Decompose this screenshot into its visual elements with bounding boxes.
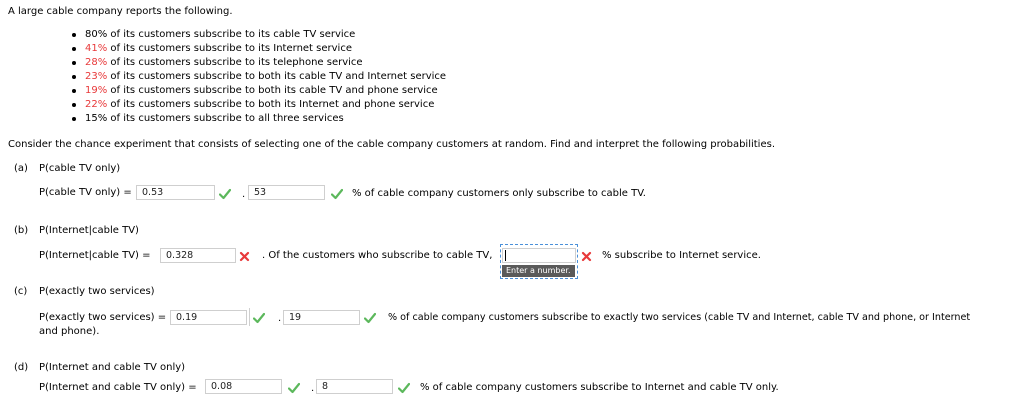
decimal-point: . (311, 383, 315, 394)
list-item (70, 42, 446, 56)
fact-pct: 41% (85, 43, 108, 54)
part-c-interp-suffix: % of cable company customers subscribe to exactly two services (cable TV and Internet, cable TV and phone, or Internet (388, 312, 971, 323)
fact-pct: 15% (85, 113, 108, 124)
bullet-icon (72, 33, 76, 37)
fact-pct: 22% (85, 99, 108, 110)
x-mark-icon (239, 251, 250, 262)
fact-text: of its customers subscribe to its Internet service (107, 43, 352, 54)
validation-tooltip: Enter a number. (502, 265, 575, 277)
part-a-interp-input[interactable]: 53 (248, 185, 325, 200)
part-d-interp-input[interactable]: 8 (316, 379, 393, 394)
fact-text: of its customers subscribe to its telephone service (107, 57, 363, 68)
part-a-answer-input[interactable]: 0.53 (136, 185, 215, 200)
divider (249, 308, 250, 326)
part-b-answer-input[interactable]: 0.328 (160, 248, 236, 263)
part-d-prompt: P(Internet and cable TV only) = (39, 382, 197, 393)
instruction-text: Consider the chance experiment that consists of selecting one of the cable company customers at random. Find and interpret the following probabilities. (8, 139, 775, 150)
part-d-heading: P(Internet and cable TV only) (39, 362, 186, 373)
decimal-point: . (242, 189, 246, 200)
part-c-prompt-line1: P(exactly two services) = (39, 312, 167, 323)
bullet-icon (72, 89, 76, 93)
bullet-icon (72, 47, 76, 51)
fact-pct: 19% (85, 85, 108, 96)
fact-text: of its customers subscribe to both its Internet and phone service (107, 99, 435, 110)
check-icon (398, 382, 410, 394)
part-b-heading: P(Internet|cable TV) (39, 225, 139, 236)
part-a-prompt: P(cable TV only) = (39, 187, 132, 198)
fact-pct: 80% (85, 29, 108, 40)
facts-list (70, 28, 446, 126)
x-mark-icon (581, 251, 592, 262)
fact-text: of its customers subscribe to both its cable TV and Internet service (107, 71, 447, 82)
check-icon (288, 382, 300, 394)
list-item (70, 112, 446, 126)
part-a-label: (a) (14, 163, 28, 174)
fact-pct: 23% (85, 71, 108, 82)
list-item (70, 28, 446, 42)
check-icon (219, 188, 231, 200)
part-b-interp-input[interactable] (502, 248, 576, 263)
bullet-icon (72, 75, 76, 79)
part-c-heading: P(exactly two services) (39, 286, 155, 297)
list-item (70, 56, 446, 70)
part-b-prompt: P(Internet|cable TV) = (39, 250, 151, 261)
part-b-interp-prefix: . Of the customers who subscribe to cable TV, (262, 250, 493, 261)
list-item (70, 70, 446, 84)
part-c-prompt-line2: and phone). (39, 326, 100, 337)
bullet-icon (72, 117, 76, 121)
fact-pct: 28% (85, 57, 108, 68)
part-a-interp-suffix: % of cable company customers only subscribe to cable TV. (352, 188, 646, 199)
fact-text: of its customers subscribe to its cable TV service (107, 29, 356, 40)
part-a-heading: P(cable TV only) (39, 163, 121, 174)
fact-text: of its customers subscribe to both its cable TV and phone service (107, 85, 438, 96)
part-c-label: (c) (14, 286, 28, 297)
list-item (70, 84, 446, 98)
part-c-interp-input[interactable]: 19 (283, 310, 360, 325)
part-b-interp-suffix: % subscribe to Internet service. (602, 250, 761, 261)
part-d-interp-suffix: % of cable company customers subscribe to Internet and cable TV only. (420, 382, 779, 393)
part-b-label: (b) (14, 225, 29, 236)
intro-text: A large cable company reports the following. (8, 6, 233, 17)
text-caret (505, 250, 506, 261)
bullet-icon (72, 103, 76, 107)
check-icon (331, 188, 343, 200)
decimal-point: . (278, 313, 282, 324)
list-item (70, 98, 446, 112)
part-d-label: (d) (14, 362, 29, 373)
check-icon (253, 312, 265, 324)
bullet-icon (72, 61, 76, 65)
part-c-answer-input[interactable]: 0.19 (170, 310, 247, 325)
check-icon (364, 312, 376, 324)
part-d-answer-input[interactable]: 0.08 (205, 379, 282, 394)
fact-text: of its customers subscribe to all three services (107, 113, 344, 124)
